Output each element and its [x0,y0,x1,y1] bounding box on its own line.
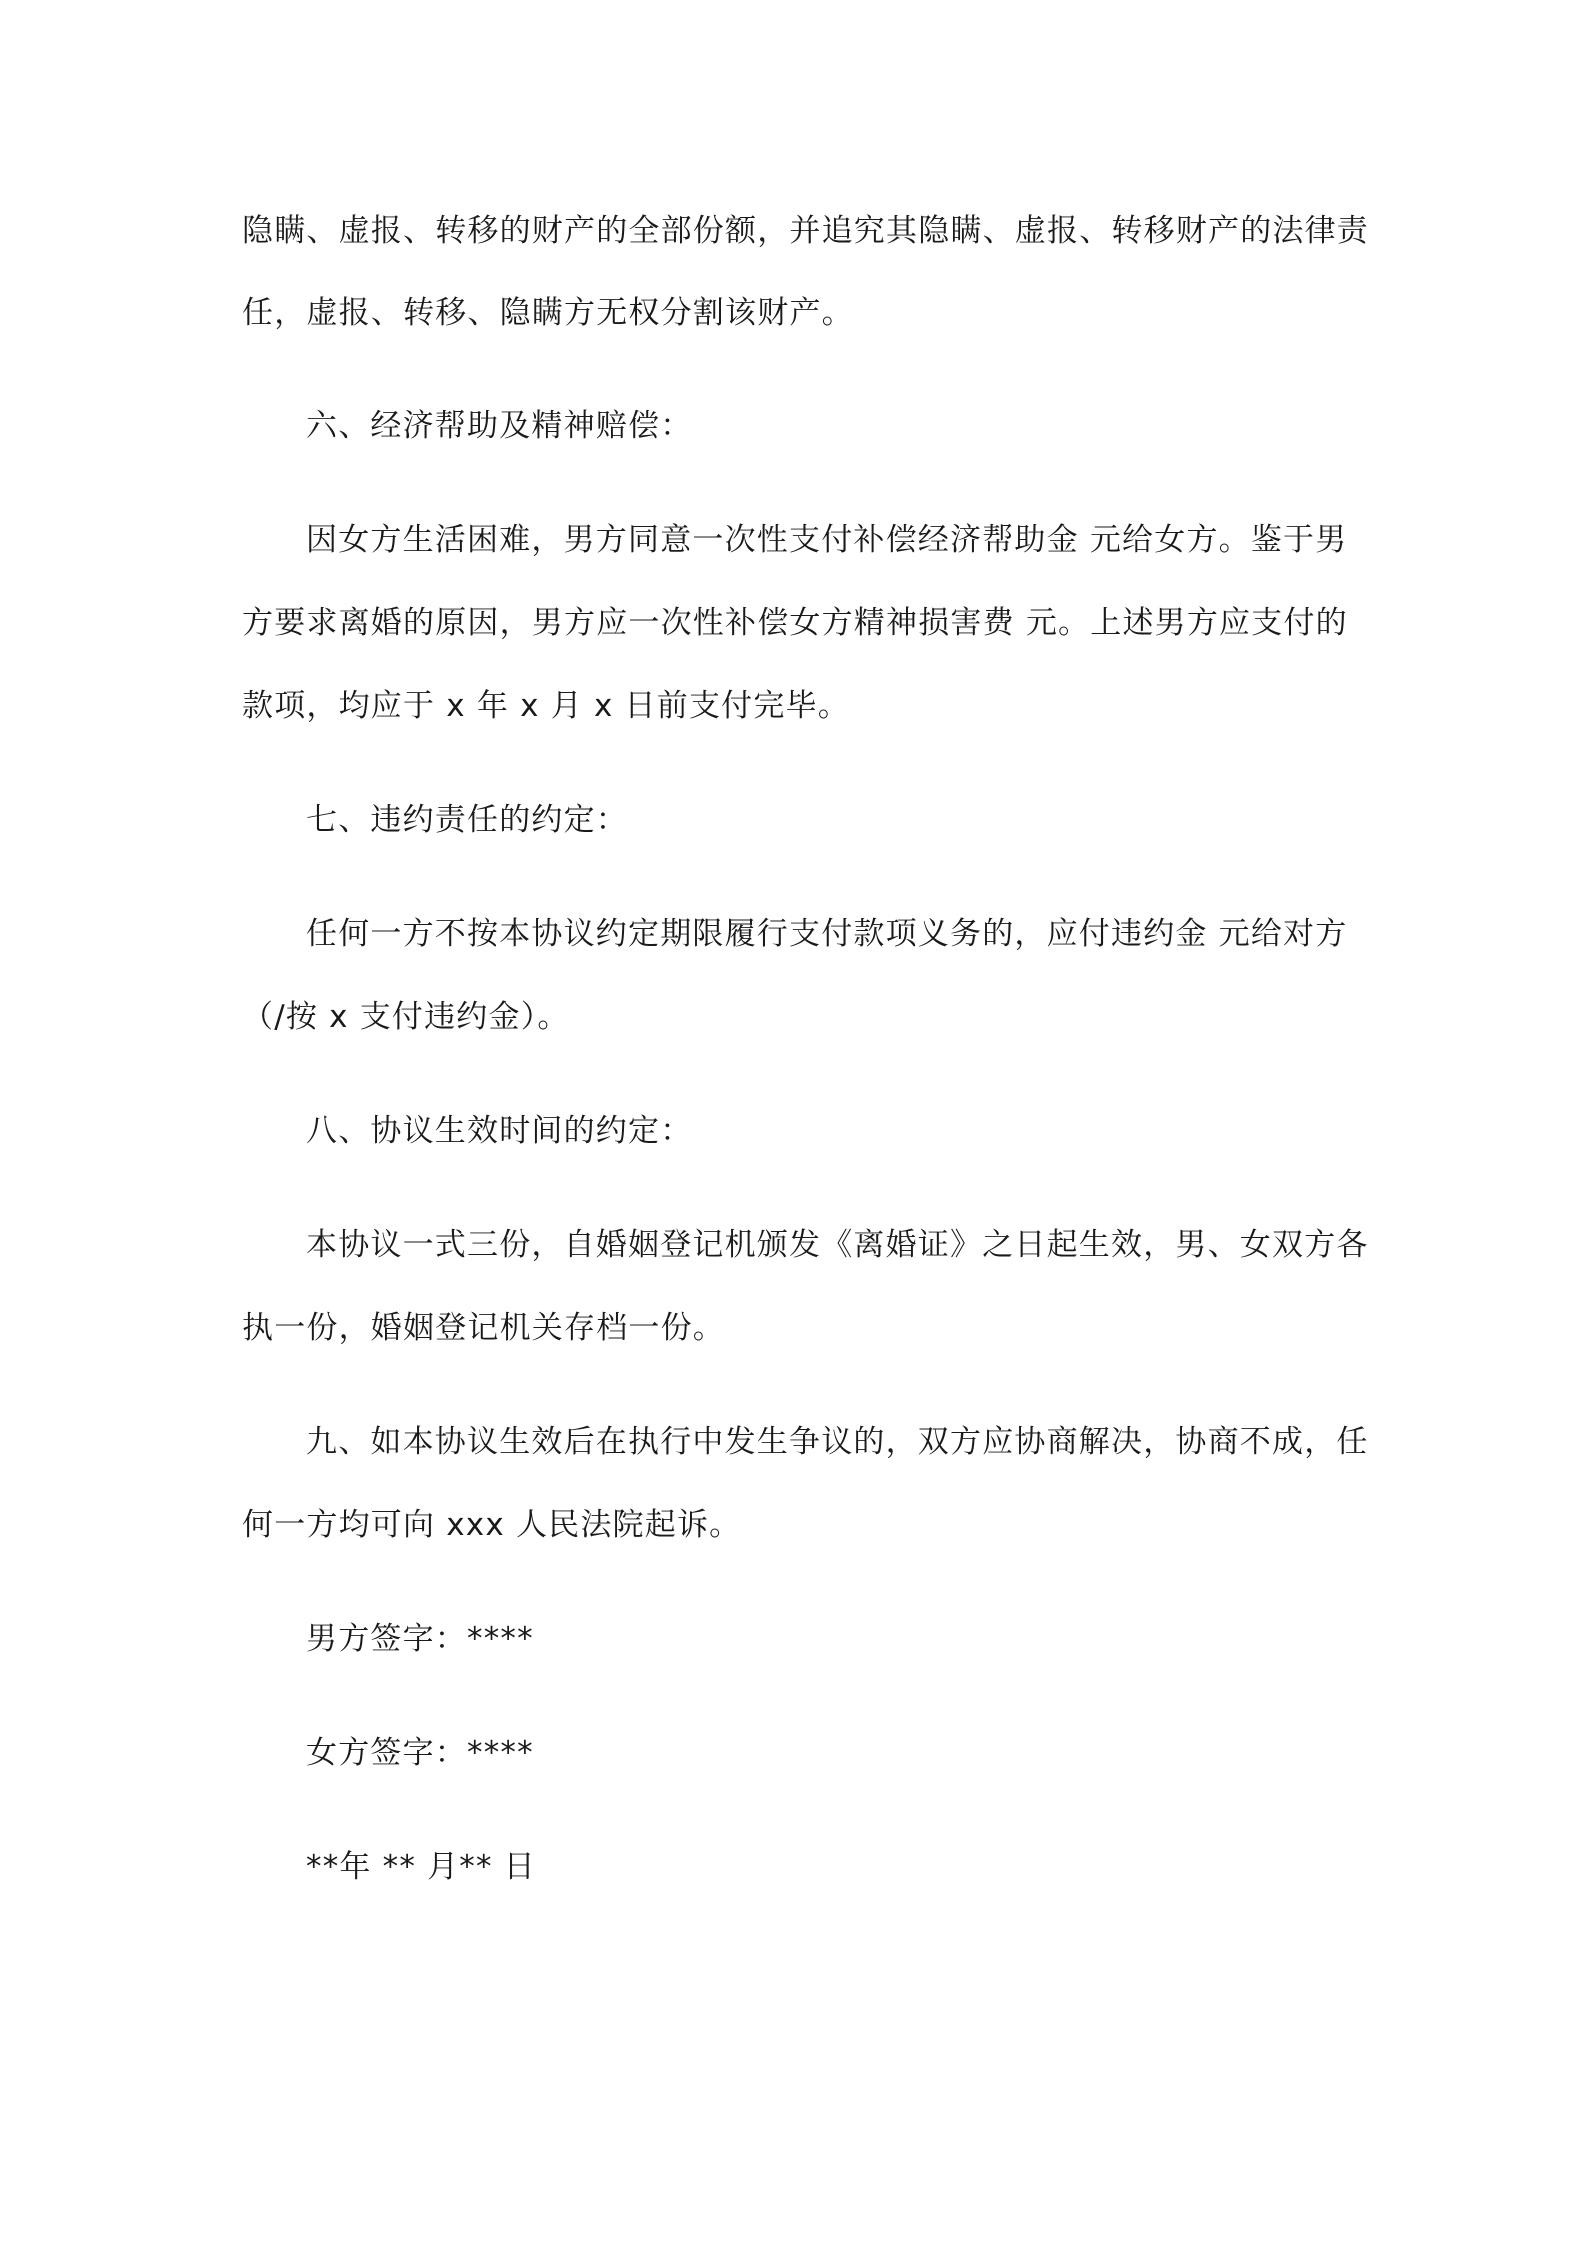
text-line: 因女方生活困难，男方同意一次性支付补偿经济帮助金 元给女方。鉴于男 [306,522,1348,558]
text-line: 款项，均应于 x 年 x 月 x 日前支付完毕。 [242,688,850,724]
section-6-heading: 六、经济帮助及精神赔偿： [306,408,693,444]
text-line: 本协议一式三份，自婚姻登记机颁发《离婚证》之日起生效，男、女双方各 [306,1227,1369,1263]
husband-signature: 男方签字：**** [306,1621,534,1657]
text-line: 任，虚报、转移、隐瞒方无权分割该财产。 [242,295,854,331]
section-8-heading: 八、协议生效时间的约定： [306,1113,693,1149]
text-line: （/按 x 支付违约金）。 [242,999,570,1035]
wife-signature: 女方签字：**** [306,1735,534,1771]
text-line: 何一方均可向 xxx 人民法院起诉。 [242,1507,742,1543]
signing-date: **年 ** 月** 日 [306,1849,536,1885]
text-line: 任何一方不按本协议约定期限履行支付款项义务的，应付违约金 元给对方 [306,916,1348,952]
section-7-heading: 七、违约责任的约定： [306,802,628,838]
text-line: 隐瞒、虚报、转移的财产的全部份额，并追究其隐瞒、虚报、转移财产的法律责 [242,213,1369,249]
text-line: 方要求离婚的原因，男方应一次性补偿女方精神损害费 元。上述男方应支付的 [242,605,1348,641]
text-line: 九、如本协议生效后在执行中发生争议的，双方应协商解决，协商不成，任 [306,1424,1369,1460]
text-line: 执一份，婚姻登记机关存档一份。 [242,1310,725,1346]
